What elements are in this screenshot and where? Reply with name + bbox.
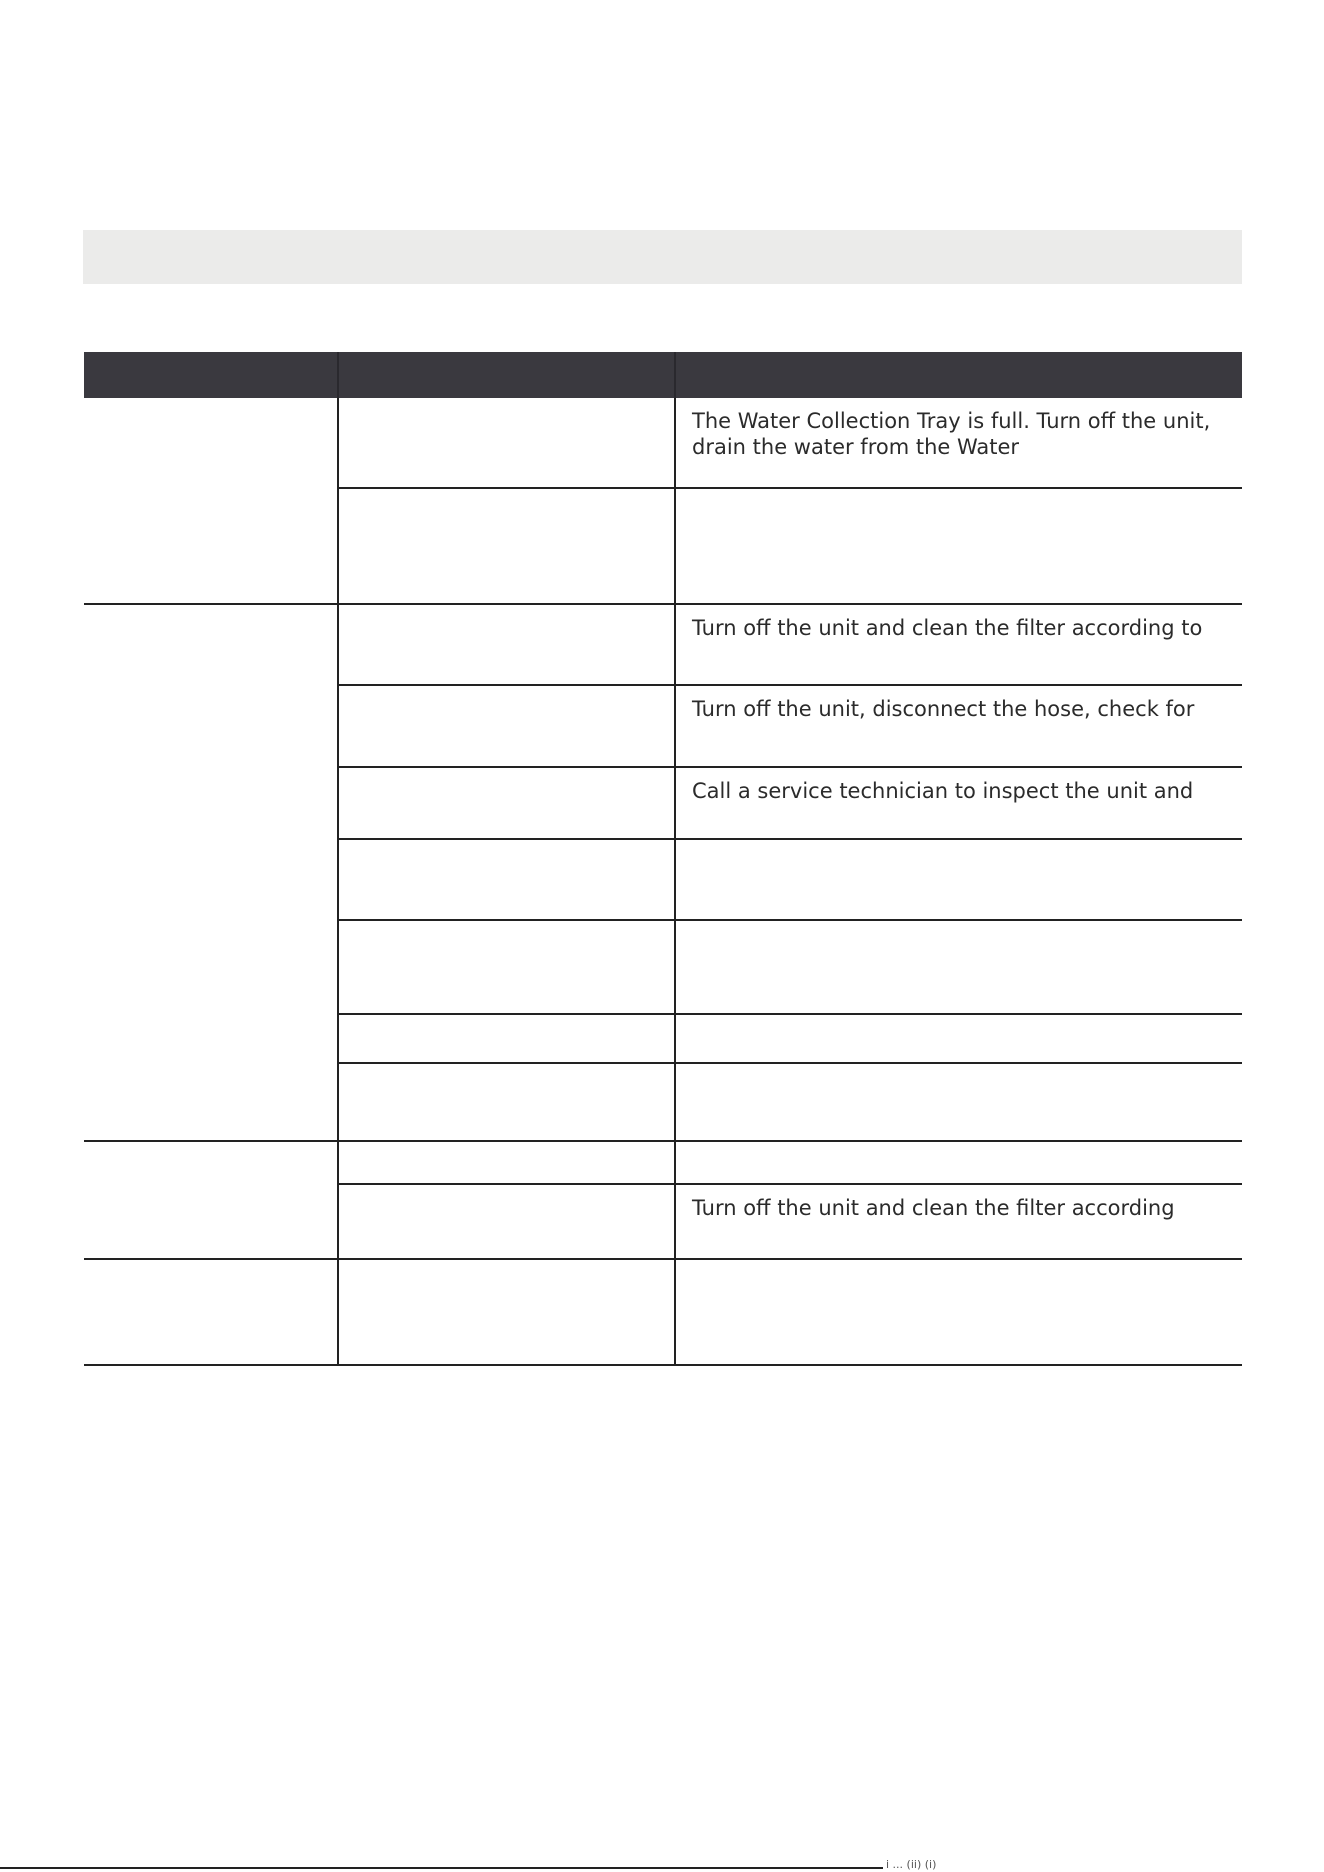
problem-cell xyxy=(84,1259,338,1365)
troubleshooting-table xyxy=(84,352,1242,1366)
footer-fragment: i ... (ii) (i) xyxy=(886,1858,937,1871)
cause-cell xyxy=(338,920,675,1014)
solution-cell: The Water Collection Tray is full. Turn off the unit, drain the water from the Water xyxy=(675,398,1242,488)
cause-cell xyxy=(338,1259,675,1365)
solution-cell xyxy=(675,839,1242,920)
table-header-row xyxy=(84,352,1242,398)
cause-cell xyxy=(338,1063,675,1141)
header-cause xyxy=(338,352,675,398)
table-row xyxy=(84,604,1242,685)
cause-cell xyxy=(338,1141,675,1184)
problem-cell xyxy=(84,398,338,604)
cause-cell xyxy=(338,685,675,767)
solution-cell xyxy=(675,1014,1242,1063)
solution-cell xyxy=(675,920,1242,1014)
cause-cell xyxy=(338,398,675,488)
table-row xyxy=(84,398,1242,488)
cause-cell xyxy=(338,604,675,685)
solution-cell xyxy=(675,1259,1242,1365)
solution-cell: Turn off the unit, disconnect the hose, check for xyxy=(675,685,1242,767)
solution-cell: Call a service technician to inspect the unit and xyxy=(675,767,1242,839)
solution-cell xyxy=(675,1141,1242,1184)
problem-cell xyxy=(84,1141,338,1259)
cause-cell xyxy=(338,1014,675,1063)
cause-cell xyxy=(338,1184,675,1259)
solution-cell xyxy=(675,1063,1242,1141)
section-banner xyxy=(83,230,1242,284)
table-row xyxy=(84,1141,1242,1184)
header-solution xyxy=(675,352,1242,398)
footer-rule xyxy=(0,1867,883,1869)
table-row xyxy=(84,1259,1242,1365)
solution-cell xyxy=(675,488,1242,604)
solution-cell: Turn off the unit and clean the filter according to xyxy=(675,604,1242,685)
header-problem xyxy=(84,352,338,398)
cause-cell xyxy=(338,488,675,604)
problem-cell xyxy=(84,604,338,1141)
solution-cell: Turn off the unit and clean the filter according xyxy=(675,1184,1242,1259)
cause-cell xyxy=(338,767,675,839)
cause-cell xyxy=(338,839,675,920)
